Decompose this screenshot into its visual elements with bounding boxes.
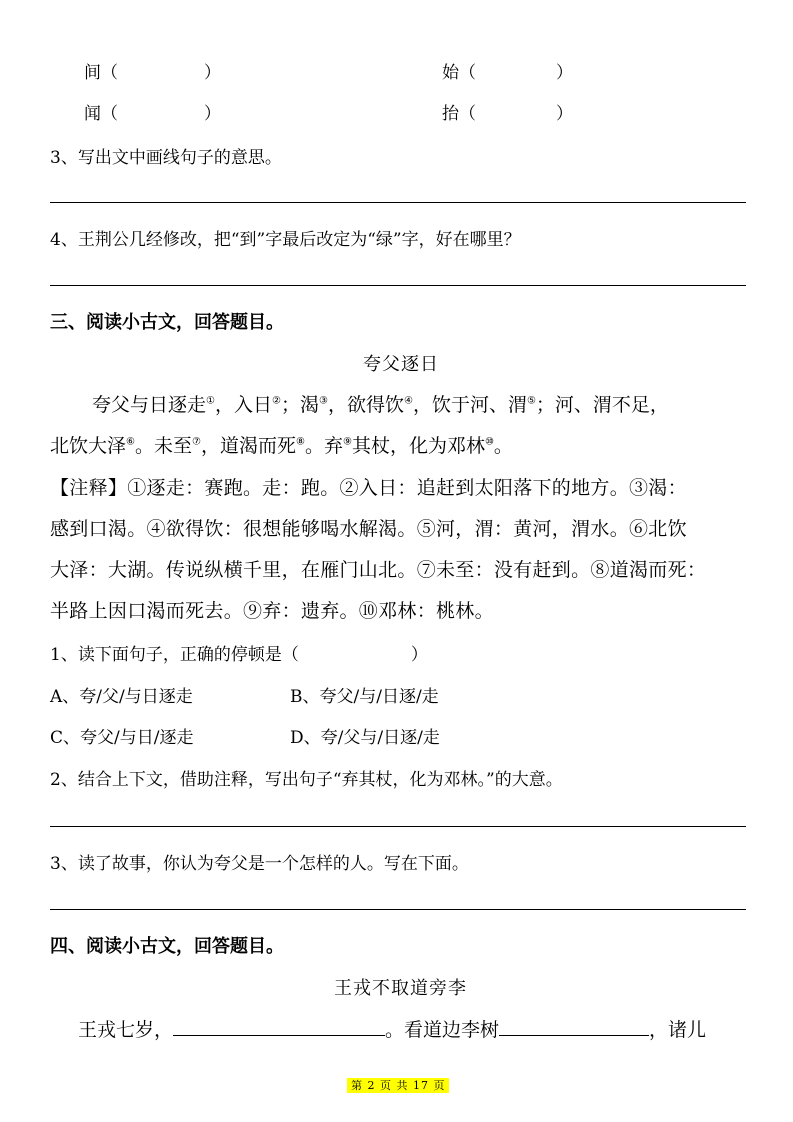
option-a[interactable]: A、夸/父/与日逐走 (50, 687, 193, 707)
passage-text: ，道渴而死 (200, 435, 296, 457)
question-1-sec3 (50, 640, 428, 665)
text-segment: 。看道边李树 (385, 1019, 500, 1041)
fill-blank-2[interactable] (499, 1021, 649, 1036)
passage-text: 夸父与日逐走 (92, 394, 207, 416)
fill-blank-1[interactable] (173, 1021, 385, 1036)
option-d[interactable]: D、夸/父与/日逐/走 (290, 728, 440, 748)
paren-open: （ (459, 63, 476, 83)
answer-line[interactable] (50, 909, 746, 910)
page-number: 第 2 页 共 17 页 (347, 1078, 449, 1093)
note-marker: ③ (318, 395, 328, 407)
section-3-heading: 三、阅读小古文，回答题目。 (50, 312, 284, 333)
question-text: 1、读下面句子，正确的停顿是（ (50, 645, 299, 665)
passage-text: 其杖，化为邓林 (351, 435, 485, 457)
question-3-sec3: 3、读了故事，你认为夸父是一个怎样的人。写在下面。 (50, 854, 469, 874)
passage-title: 夸父逐日 (363, 354, 439, 375)
paren-close: ） (204, 63, 221, 83)
page-footer (347, 1074, 449, 1093)
char-label: 始 (442, 63, 459, 83)
paren-open: （ (101, 104, 118, 124)
passage-text: 北饮大泽 (50, 435, 127, 457)
question-2-sec3: 2、结合上下文，借助注释，写出句子“弃其杖，化为邓林。”的大意。 (50, 770, 563, 790)
paren-close: ） (556, 63, 573, 83)
answer-line[interactable] (50, 285, 746, 286)
note-marker: ④ (403, 395, 413, 407)
passage-text: 。 (493, 435, 513, 457)
char-blank-jian (84, 58, 221, 83)
passage-text: 。弃 (304, 435, 343, 457)
note-marker: ⑥ (126, 436, 135, 448)
passage-text: ；河、渭不足， (535, 394, 669, 416)
text-segment: 王戎七岁， (78, 1019, 174, 1041)
paren-close: ） (204, 104, 221, 124)
question-3-sec2: 3、写出文中画线句子的意思。 (50, 148, 282, 168)
note-marker: ⑦ (192, 436, 201, 448)
paren-close: ） (556, 104, 573, 124)
note-marker: ⑩ (484, 436, 494, 448)
section-4-heading: 四、阅读小古文，回答题目。 (50, 936, 284, 957)
paren-close: ） (410, 645, 428, 665)
passage-text: 。未至 (134, 435, 192, 457)
passage-text: ，欲得饮 (327, 394, 404, 416)
char-label: 抬 (442, 104, 459, 124)
paren-open: （ (101, 63, 118, 83)
char-label: 间 (84, 63, 101, 83)
notes-line-1: 【注释】①逐走：赛跑。走：跑。②入日：追赶到太阳落下的地方。③渴： (50, 477, 687, 499)
option-b[interactable]: B、夸父/与/日逐/走 (290, 687, 439, 707)
note-marker: ⑨ (342, 436, 352, 448)
char-blank-tai (442, 99, 573, 124)
notes-line-3: 大泽：大湖。传说纵横千里，在雁门山北。⑦未至：没有赶到。⑧道渴而死： (50, 559, 707, 581)
notes-line-4: 半路上因口渴而死去。⑨弃：遗弃。⑩邓林：桃林。 (50, 600, 494, 622)
passage-title-2: 王戎不取道旁李 (334, 978, 467, 999)
question-4-sec2: 4、王荆公几经修改，把“到”字最后改定为“绿”字，好在哪里？ (50, 230, 521, 250)
note-marker: ② (272, 395, 281, 407)
passage-4-line-1 (78, 1015, 706, 1042)
note-marker: ⑤ (526, 395, 536, 407)
paren-open: （ (459, 104, 476, 124)
passage-line-1 (92, 390, 669, 417)
answer-line[interactable] (50, 826, 746, 827)
passage-text: ，入日 (214, 394, 272, 416)
char-blank-shi (442, 58, 573, 83)
char-label: 闻 (84, 104, 101, 124)
text-segment: ，诸儿 (649, 1019, 707, 1041)
notes-line-2: 感到口渴。④欲得饮：很想能够喝水解渴。⑤河，渭：黄河，渭水。⑥北饮 (50, 518, 687, 540)
char-blank-wen (84, 99, 221, 124)
option-c[interactable]: C、夸父/与日/逐走 (50, 728, 194, 748)
answer-line[interactable] (50, 202, 746, 203)
note-marker: ⑧ (295, 436, 305, 448)
note-marker: ① (206, 395, 215, 407)
passage-text: ，饮于河、渭 (412, 394, 527, 416)
passage-text: ；渴 (280, 394, 319, 416)
passage-line-2 (50, 431, 513, 458)
